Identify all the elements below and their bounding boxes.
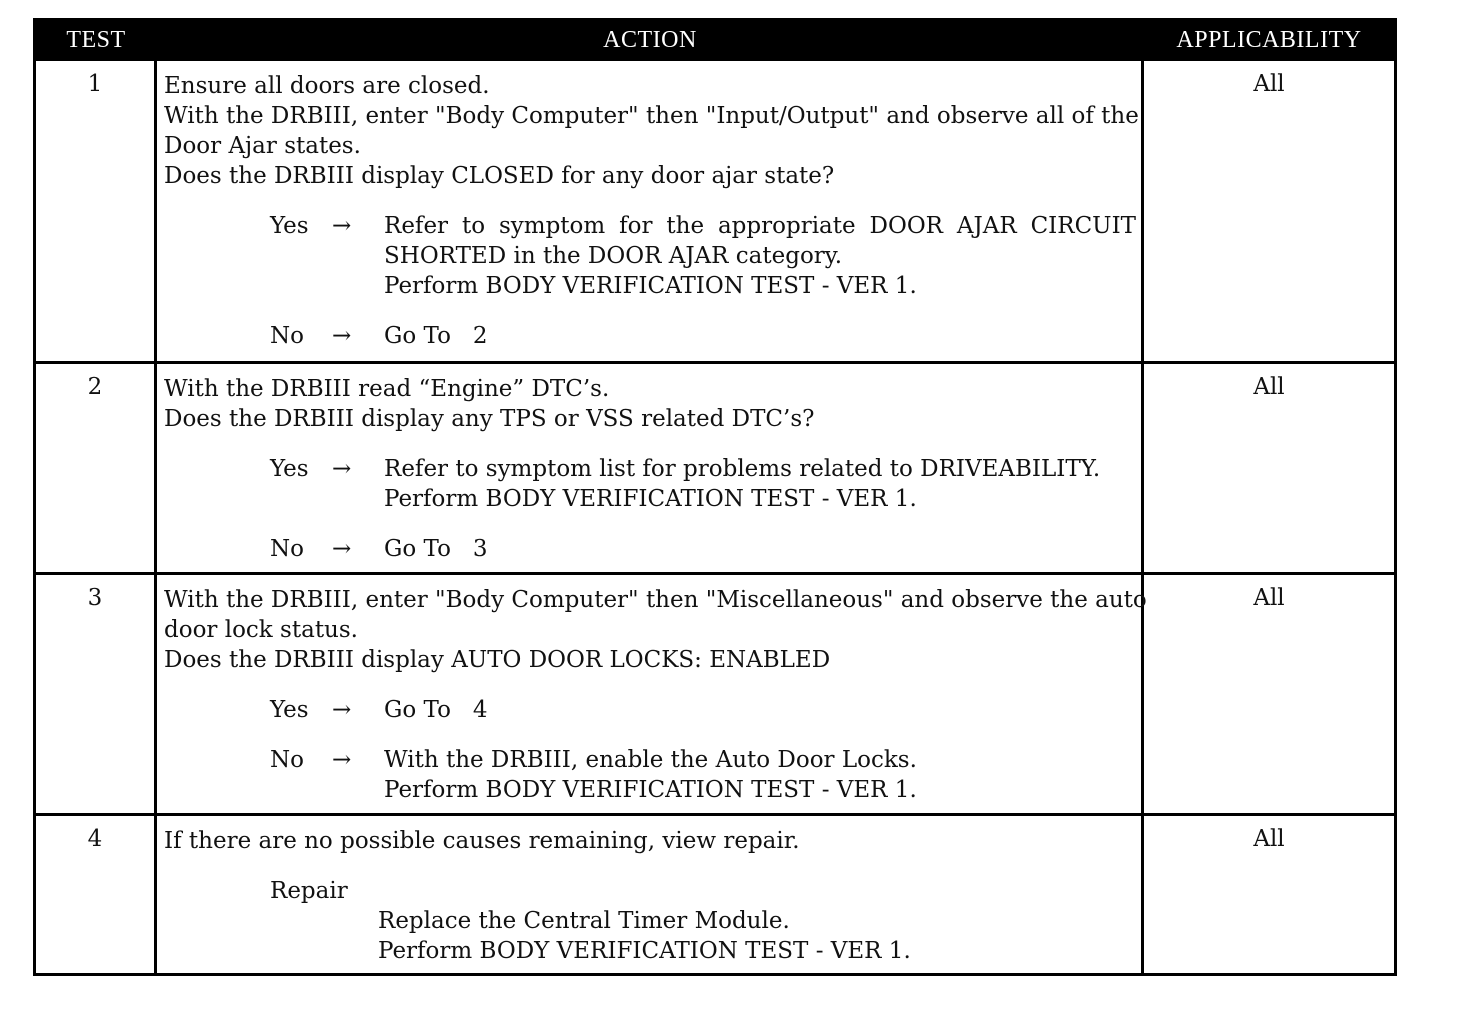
action-line: With the DRBIII, enter "Body Computer" then "Input/Output" and observe all of the <box>164 103 1139 129</box>
applicability-value: All <box>1253 826 1285 852</box>
action-line: Ensure all doors are closed. <box>164 73 490 99</box>
yes-answer <box>164 454 1136 514</box>
header-test: TEST <box>66 27 126 53</box>
arrow-icon: → <box>332 697 352 723</box>
repair-label: Repair <box>270 878 348 904</box>
answer-line: Refer to symptom for the appropriate DOOR AJAR CIRCUIT <box>384 213 1136 239</box>
test-number: 4 <box>87 826 103 852</box>
no-answer <box>164 745 1136 805</box>
action-line: Does the DRBIII display AUTO DOOR LOCKS: ENABLED <box>164 647 831 673</box>
yes-label: Yes <box>270 697 309 723</box>
arrow-icon: → <box>332 747 352 773</box>
action-cell <box>164 826 1136 966</box>
answer-line: With the DRBIII, enable the Auto Door Locks. <box>384 747 917 773</box>
no-answer <box>164 321 1136 351</box>
table-row <box>36 61 1394 361</box>
answer-line: Go To 2 <box>384 323 488 349</box>
action-line: With the DRBIII read “Engine” DTC’s. <box>164 376 610 402</box>
answer-line: Refer to symptom list for problems related to DRIVEABILITY. <box>384 456 1101 482</box>
applicability-value: All <box>1253 374 1285 400</box>
test-number: 1 <box>87 71 103 97</box>
action-line: Does the DRBIII display any TPS or VSS related DTC’s? <box>164 406 815 432</box>
answer-line: Go To 3 <box>384 536 488 562</box>
repair-block <box>164 876 1136 966</box>
table-row <box>36 572 1394 813</box>
applicability-value: All <box>1253 71 1285 97</box>
table-row <box>36 361 1394 572</box>
answer-line: Perform BODY VERIFICATION TEST - VER 1. <box>384 486 917 512</box>
no-label: No <box>270 536 304 562</box>
test-number: 2 <box>87 374 103 400</box>
arrow-icon: → <box>332 456 352 482</box>
action-line: With the DRBIII, enter "Body Computer" then "Miscellaneous" and observe the auto <box>164 587 1147 613</box>
answer-line: Go To 4 <box>384 697 488 723</box>
answer-line: Perform BODY VERIFICATION TEST - VER 1. <box>384 777 917 803</box>
action-cell <box>164 374 1136 564</box>
arrow-icon: → <box>332 323 352 349</box>
arrow-icon: → <box>332 213 352 239</box>
action-cell <box>164 71 1139 351</box>
no-label: No <box>270 323 304 349</box>
action-line: Does the DRBIII display CLOSED for any door ajar state? <box>164 163 835 189</box>
applicability-value: All <box>1253 585 1285 611</box>
yes-answer <box>164 211 1136 301</box>
arrow-icon: → <box>332 536 352 562</box>
no-answer <box>164 534 1136 564</box>
no-label: No <box>270 747 304 773</box>
repair-line: Replace the Central Timer Module. <box>378 908 790 934</box>
yes-label: Yes <box>270 456 309 482</box>
test-number: 3 <box>87 585 103 611</box>
diagnostic-test-table <box>33 18 1397 976</box>
table-row <box>36 813 1394 973</box>
repair-line: Perform BODY VERIFICATION TEST - VER 1. <box>378 938 911 964</box>
header-action: ACTION <box>603 27 697 53</box>
header-applicability: APPLICABILITY <box>1176 27 1362 53</box>
action-line: door lock status. <box>164 617 358 643</box>
action-line: Door Ajar states. <box>164 133 361 159</box>
action-cell <box>164 585 1147 805</box>
action-line: If there are no possible causes remaining, view repair. <box>164 828 800 854</box>
answer-line: Perform BODY VERIFICATION TEST - VER 1. <box>384 273 917 299</box>
table-header <box>36 21 1394 61</box>
answer-line: SHORTED in the DOOR AJAR category. <box>384 243 843 269</box>
yes-answer <box>164 695 1136 725</box>
yes-label: Yes <box>270 213 309 239</box>
